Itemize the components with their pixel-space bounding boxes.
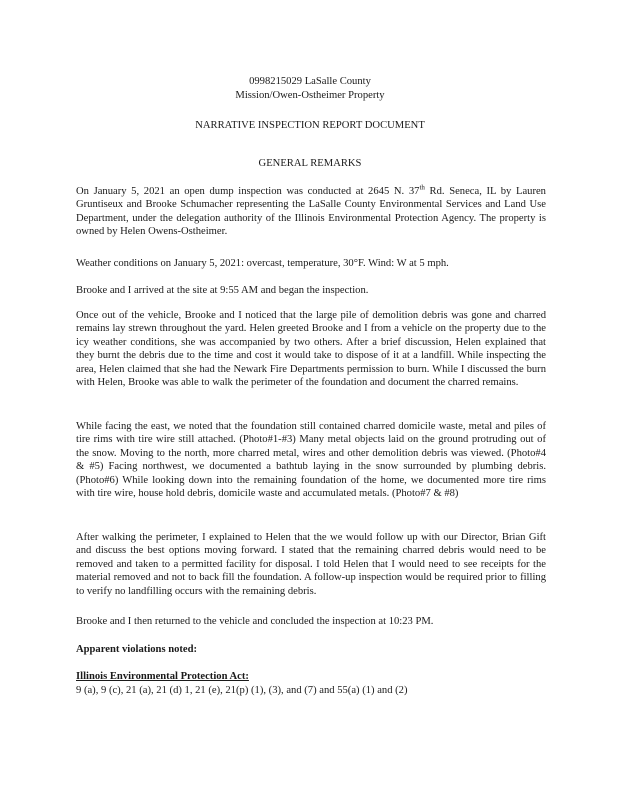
intro-text-start: On January 5, 2021 an open dump inspection was conducted at 2645 N. 37 bbox=[76, 186, 420, 197]
site-id-line: 0998215029 LaSalle County bbox=[249, 76, 371, 87]
ordinal-suffix: th bbox=[419, 183, 425, 192]
paragraph-perimeter-findings: While facing the east, we noted that the foundation still contained charred domicile waste, metal and piles of tire rims with tire wire still attached. (Photo#1-#3) Many metal objects laid on the ground protruding out of the snow. Moving to the north, more charred metal, wires and other demolition debris was viewed. (Photo#4 & #5) Facing northwest, we documented a bathtub laying in the snow surrounded by plumbing debris. (Photo#6) While looking down into the remaining foundation of the home, we documented more tire rims with tire wire, house hold debris, domicile waste and accumulated metals. (Photo#7 & #8) bbox=[76, 421, 546, 500]
paragraph-arrival: Brooke and I arrived at the site at 9:55 AM and began the inspection. bbox=[76, 285, 369, 296]
paragraph-observations: Once out of the vehicle, Brooke and I noticed that the large pile of demolition debris was gone and charred remains lay strewn throughout the yard. Helen greeted Brooke and I from a vehicle on the property due to the icy weather conditions, she was accompanied by two others. After a brief discussion, Helen explained that they burnt the debris due to the time and cost it would take to dispose of it at a landfill. While inspecting the area, Helen claimed that she had the Newark Fire Departments permission to burn. While I discussed the burn with Helen, Brooke was able to walk the perimeter of the foundation and document the charred remains. bbox=[76, 310, 546, 389]
paragraph-weather: Weather conditions on January 5, 2021: overcast, temperature, 30°F. Wind: W at 5 mph. bbox=[76, 258, 449, 269]
paragraph-conclusion: Brooke and I then returned to the vehicle and concluded the inspection at 10:23 PM. bbox=[76, 616, 434, 627]
intro-text-end: Rd. Seneca, IL by Lauren Gruntiseux and Brooke Schumacher representing the LaSalle County Environmental Services and Land Use Department, under the delegation authority of the Illinois Environmental Protection Agency. The property is owned by Helen Owens-Ostheimer. bbox=[76, 186, 546, 238]
property-name-line: Mission/Owen-Ostheimer Property bbox=[235, 90, 385, 101]
paragraph-follow-up: After walking the perimeter, I explained to Helen that the we would follow up with our Director, Brian Gift and discuss the best options moving forward. I stated that the remaining charred debris would need to be removed and taken to a permitted facility for disposal. I told Helen that I would need to see receipts for the material removed and not to back fill the foundation. A follow-up inspection would be required prior to filling to verify no landfilling occurs with the remaining debris. bbox=[76, 532, 546, 597]
act-title: Illinois Environmental Protection Act: bbox=[76, 671, 249, 682]
paragraph-inspection-intro bbox=[76, 185, 546, 239]
violation-sections: 9 (a), 9 (c), 21 (a), 21 (d) 1, 21 (e), 21(p) (1), (3), and (7) and 55(a) (1) and (2) bbox=[76, 685, 408, 696]
section-title: GENERAL REMARKS bbox=[258, 158, 362, 169]
document-title: NARRATIVE INSPECTION REPORT DOCUMENT bbox=[195, 120, 425, 131]
violations-heading: Apparent violations noted: bbox=[76, 644, 198, 655]
